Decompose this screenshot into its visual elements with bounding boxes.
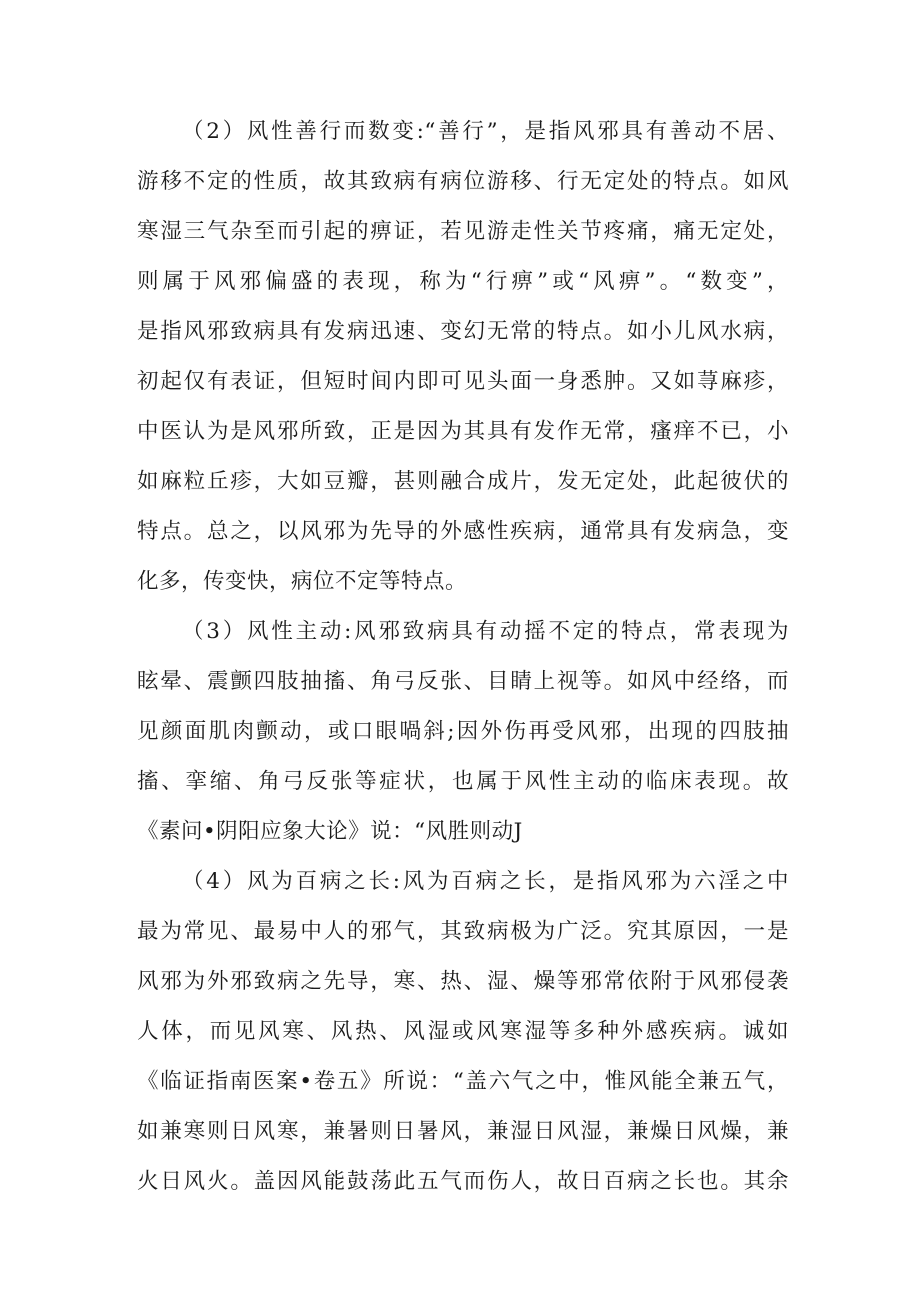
text-line: 游移不定的性质，故其致病有病位游移、行无定处的特点。如风	[137, 169, 789, 194]
text-line: 最为常见、最易中人的邪气，其致病极为广泛。究其原因，一是	[137, 919, 789, 944]
text-line: 《素问•阴阳应象大论》说：“风胜则动J	[137, 819, 523, 844]
text-line: 化多，传变快，病位不定等特点。	[137, 569, 468, 594]
text-line: 《临证指南医案•卷五》所说：“盖六气之中，惟风能全兼五气，	[137, 1069, 789, 1094]
text-line: 人体，而见风寒、风热、风湿或风寒湿等多种外感疾病。诚如	[137, 1019, 789, 1044]
text-line: 初起仅有表证，但短时间内即可见头面一身悉肿。又如荨麻疹，	[137, 369, 789, 394]
text-line: 搐、挛缩、角弓反张等症状，也属于风性主动的临床表现。故	[137, 769, 789, 794]
text-line: 寒湿三气杂至而引起的痹证，若见游走性关节疼痛，痛无定处，	[137, 219, 789, 244]
text-line: 如兼寒则日风寒，兼暑则日暑风，兼湿日风湿，兼燥日风燥，兼	[137, 1119, 789, 1144]
text-line: 见颜面肌肉颤动，或口眼喎斜;因外伤再受风邪，出现的四肢抽	[137, 719, 789, 744]
text-line: 火日风火。盖因风能鼓荡此五气而伤人，故日百病之长也。其余	[137, 1169, 789, 1194]
text-line: 是指风邪致病具有发病迅速、变幻无常的特点。如小儿风水病，	[137, 319, 789, 344]
text-line: 风邪为外邪致病之先导，寒、热、湿、燥等邪常依附于风邪侵袭	[137, 969, 789, 994]
text-line: （2）风性善行而数变:“善行”，是指风邪具有善动不居、	[182, 119, 789, 144]
text-line: （3）风性主动:风邪致病具有动摇不定的特点，常表现为	[182, 619, 789, 644]
text-line: 中医认为是风邪所致，正是因为其具有发作无常，瘙痒不已，小	[137, 419, 789, 444]
text-line: （4）风为百病之长:风为百病之长，是指风邪为六淫之中	[182, 869, 789, 894]
text-line: 眩晕、震颤四肢抽搐、角弓反张、目睛上视等。如风中经络，而	[137, 669, 789, 694]
text-line: 特点。总之，以风邪为先导的外感性疾病，通常具有发病急，变	[137, 519, 789, 544]
text-line: 如麻粒丘疹，大如豆瓣，甚则融合成片，发无定处，此起彼伏的	[137, 469, 789, 494]
text-line: 则属于风邪偏盛的表现，称为“行痹”或“风痹”。“数变”，	[137, 269, 789, 294]
